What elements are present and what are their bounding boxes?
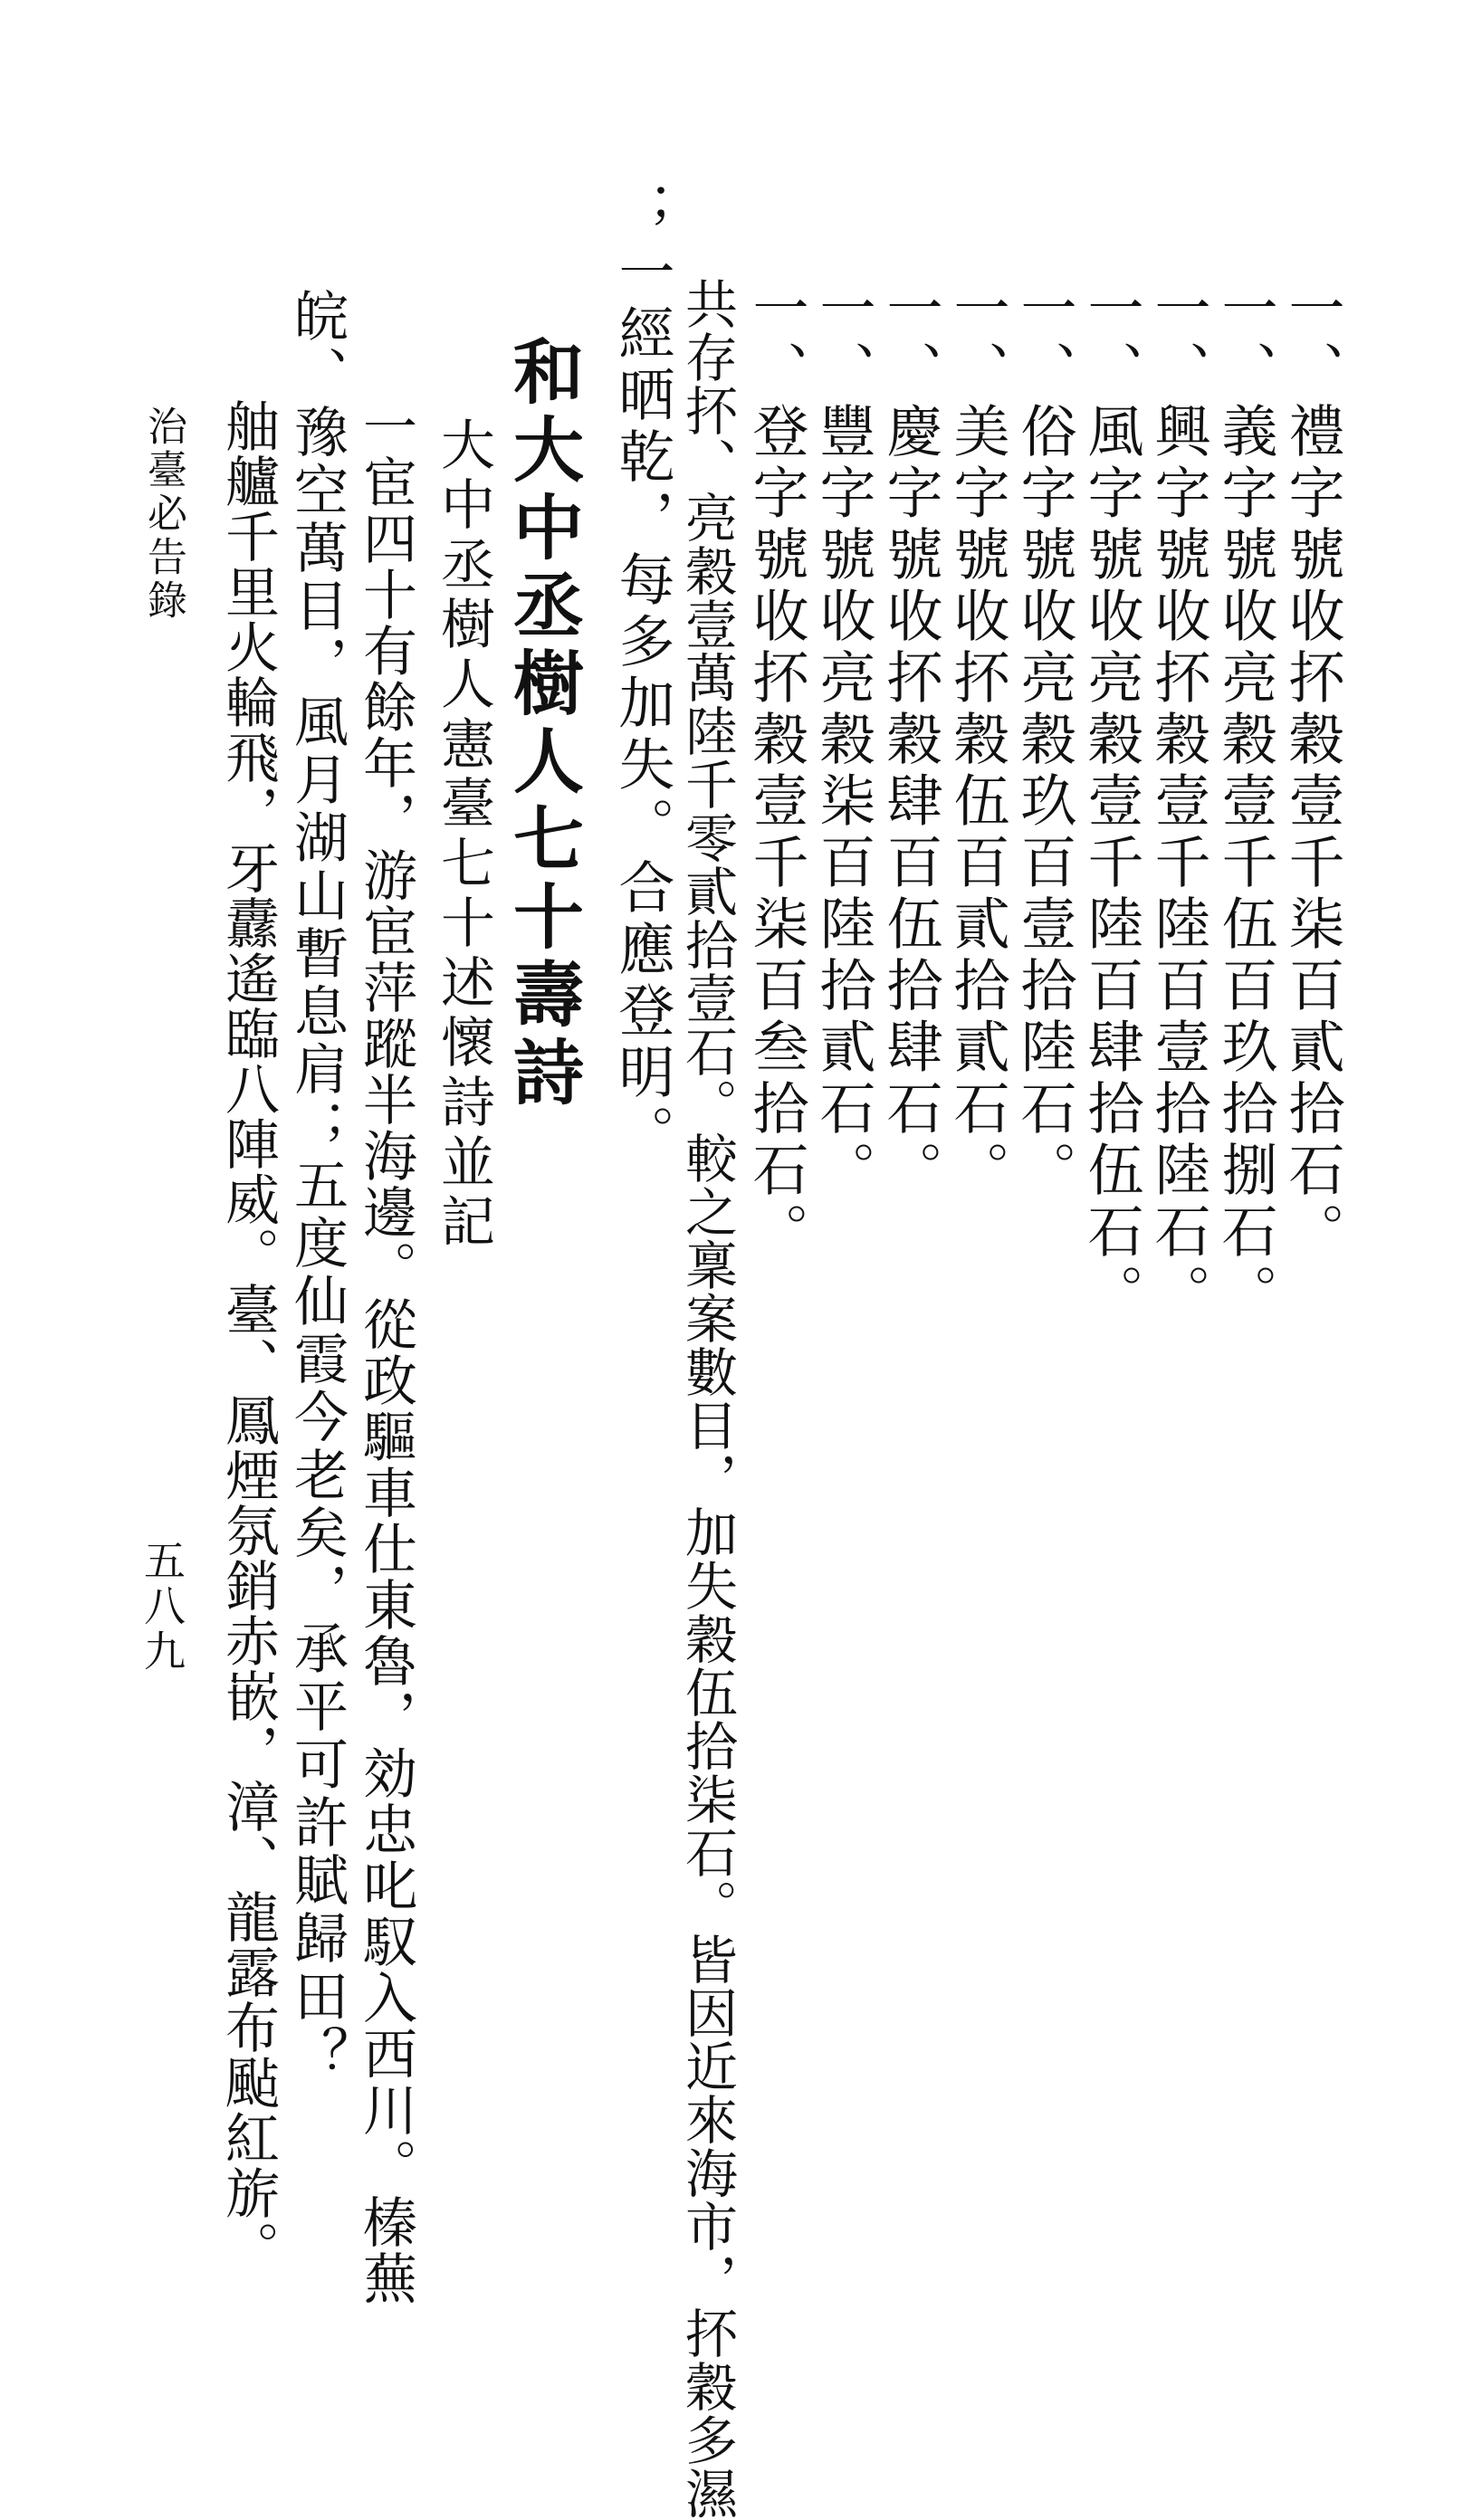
ledger-line-8: 一、豐字號收亮穀柒百陸拾貳石。: [810, 279, 876, 1202]
ledger-line-3: 一、興字號收抔穀壹千陸百壹拾陸石。: [1145, 279, 1211, 1325]
ledger-line-5: 一、俗字號收亮穀玖百壹拾陸石。: [1011, 279, 1077, 1202]
poem-title: 和大中丞樹人七十壽詩: [502, 335, 584, 1113]
poem-line-2: 皖、豫空萬目，風月湖山暫息肩；五度仙霞今老矣，承平可許賦歸田？: [285, 288, 349, 2084]
ledger-line-6: 一、美字號收抔穀伍百貳拾貳石。: [944, 279, 1010, 1202]
poem-line-3: 舳艫千里火輪飛，牙纛遙臨八陣威。臺、鳳煙氛銷赤嵌，漳、龍露布颭紅旂。: [216, 398, 280, 2276]
ledger-line-1: 一、禮字號收抔穀壹千柒百貳拾石。: [1279, 279, 1345, 1264]
poem-subtitle: 大中丞樹人憲臺七十述懷詩並記: [432, 416, 495, 1253]
page-number: 五八九: [138, 1539, 186, 1675]
book-title-footer: 治臺必告錄: [140, 406, 186, 623]
ledger-line-2: 一、義字號收亮穀壹千伍百玖拾捌石。: [1212, 279, 1278, 1325]
poem-line-1: 一宦四十有餘年，游宦萍蹤半海邊。從政驅車仕東魯，効忠叱馭入西川。榛蕪: [354, 398, 417, 2306]
ledger-line-9: 一、登字號收抔穀壹千柒百叁拾石。: [743, 279, 809, 1264]
ledger-line-4: 一、風字號收亮穀壹千陸百肆拾伍石。: [1078, 279, 1144, 1325]
ledger-line-7: 一、慶字號收抔穀肆百伍拾肆石。: [877, 279, 943, 1202]
ledger-summary-line: 共存抔、亮穀壹萬陸千零貳拾壹石。較之稟案數目，加失穀伍拾柒石。皆因近來海市，抔穀多濕: [676, 277, 738, 2520]
ledger-note-line: ；一經晒乾，每多加失。合應登明。: [609, 181, 675, 1166]
